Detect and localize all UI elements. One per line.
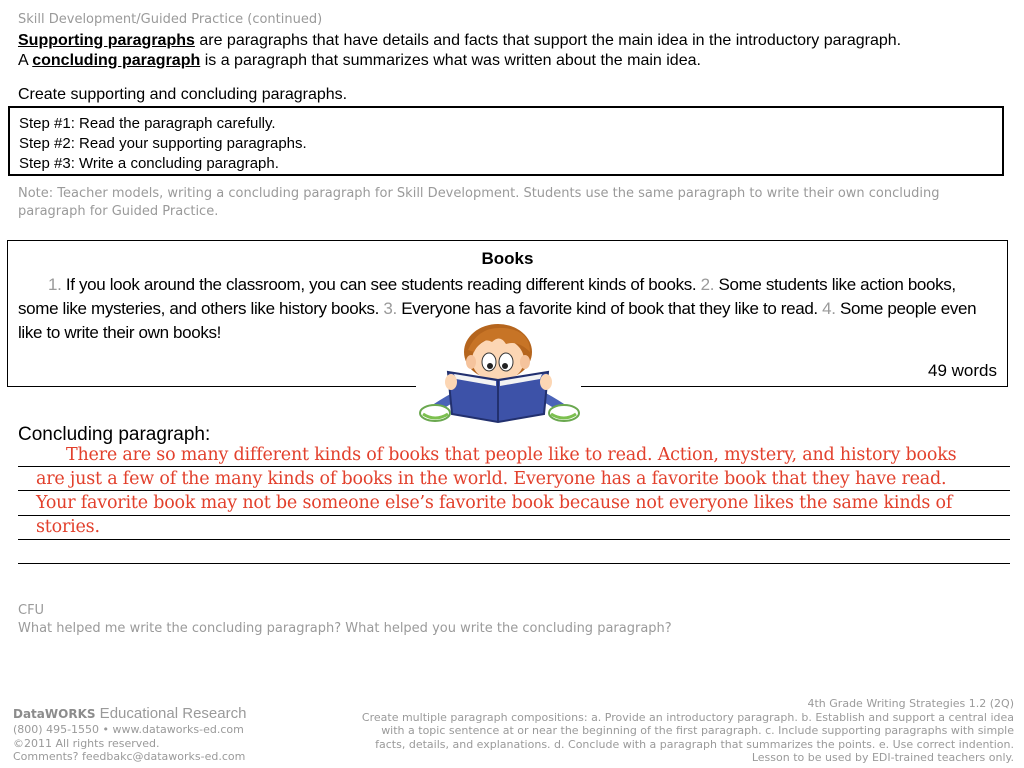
footer-grade: 4th Grade Writing Strategies 1.2 (2Q) [807, 697, 1014, 710]
sentence-2: Some students like action books, some like mysteries, and others like history books. [18, 275, 956, 318]
footer-comments: Comments? feedbakc@dataworks-ed.com [13, 750, 246, 763]
handwritten-answer: There are so many different kinds of books that people like to read. Action, mystery, and history books are just a few of the many kinds of books in the world. Everyone has a favorite book that they have read. Your favorite book may not be someone else’s favorite book because not everyone likes the same kinds of stories. [36, 445, 957, 537]
footer-copyright: ©2011 All rights reserved. [13, 737, 160, 750]
page-header: Skill Development/Guided Practice (continued) [18, 12, 323, 27]
step-2: Step #2: Read your supporting paragraphs. [19, 135, 307, 152]
word-count: 49 words [928, 361, 997, 380]
brand-logo [13, 705, 246, 722]
definition-supporting-text: are paragraphs that have details and facts that support the main idea in the introductory paragraph. [194, 32, 902, 49]
sentence-number-3: 3. [383, 299, 397, 318]
cfu-label: CFU [18, 603, 45, 618]
boy-reading-book-icon [418, 322, 580, 428]
sentence-3: Everyone has a favorite kind of book that they like to read. [396, 299, 823, 318]
concluding-label: Concluding paragraph: [18, 424, 211, 445]
sentence-number-1: 1. [48, 275, 62, 294]
step-3: Step #3: Write a concluding paragraph. [19, 155, 279, 172]
definition-concluding [18, 52, 701, 70]
writing-line [18, 563, 1010, 564]
sentence-number-4: 4. [822, 299, 836, 318]
definition-supporting [18, 32, 901, 50]
task-instruction: Create supporting and concluding paragraphs. [18, 86, 348, 103]
brand-suffix: Educational Research [95, 705, 247, 722]
passage-title: Books [481, 249, 534, 268]
definition-concluding-text: is a paragraph that summarizes what was written about the main idea. [200, 52, 701, 69]
teacher-note: Note: Teacher models, writing a concluding paragraph for Skill Development. Students use the same paragraph to write their own concluding paragraph for Guided Practice. [18, 186, 940, 219]
writing-line [18, 539, 1010, 540]
sentence-4: Some people even like to write their own books! [18, 299, 977, 342]
steps-box [8, 106, 1004, 176]
footer-standard-line: Lesson to be used by EDI-trained teachers only. [751, 751, 1014, 764]
brand-name: DataWORKS [13, 707, 96, 721]
footer-contact: (800) 495-1550 • www.dataworks-ed.com [13, 723, 244, 736]
cfu-question: What helped me write the concluding paragraph? What helped you write the concluding paragraph? [18, 621, 672, 636]
sentence-number-2: 2. [700, 275, 715, 294]
footer-standard-line: Create multiple paragraph compositions: a. Provide an introductory paragraph. b. Establish and support a central idea [361, 711, 1014, 724]
sentence-1: If you look around the classroom, you can see students reading different kinds of books. [61, 275, 701, 294]
footer-standard-line: with a topic sentence at or near the beginning of the first paragraph. c. Include supporting paragraphs with simple [381, 724, 1014, 737]
definition-concluding-prefix: A [18, 52, 33, 69]
step-1: Step #1: Read the paragraph carefully. [19, 115, 276, 132]
footer-standard-line: facts, details, and explanations. d. Conclude with a paragraph that summarizes the points. e. Use correct indention. [375, 738, 1014, 751]
term-supporting: Supporting paragraphs [18, 32, 195, 49]
term-concluding: concluding paragraph [32, 52, 201, 69]
